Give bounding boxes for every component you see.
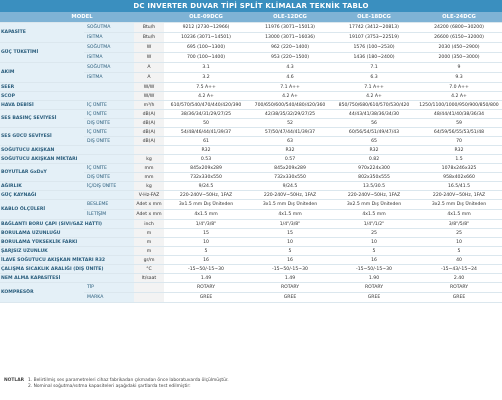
cell-value: GREE [332, 293, 416, 303]
cell-value: GREE [248, 293, 332, 303]
row-unit: mm [134, 164, 164, 173]
cell-value: ROTARY [416, 283, 502, 293]
cell-value: GREE [416, 293, 502, 303]
row-unit: gr/m [134, 256, 164, 265]
table-row [0, 265, 502, 274]
cell-value: 42/38/35/32/29/27/25 [248, 110, 332, 119]
cell-value: 6.3 [332, 73, 416, 83]
cell-value: 845x209x289 [164, 164, 248, 173]
cell-value: 220-240V~50Hz, 1FAZ [164, 191, 248, 200]
cell-value: 61 [164, 137, 248, 146]
cell-value: 4.2 A+ [164, 92, 248, 101]
cell-value: 7.1 A++ [248, 83, 332, 92]
cell-value: 700 (100~1400) [164, 53, 248, 63]
cell-value: 10 [164, 238, 248, 247]
cell-value: 1436 (180~2400) [332, 53, 416, 63]
row-sublabel: SOĞUTMA [84, 23, 134, 33]
cell-value: -15~43/-15~24 [416, 265, 502, 274]
cell-value: 10236 (3071~14501) [164, 33, 248, 43]
cell-value: 1576 (100~2530) [332, 43, 416, 53]
cell-value: 3x2.5 mm Dış Üniteden [332, 200, 416, 210]
cell-value: 7.1 [332, 63, 416, 73]
cell-value: 3.2 [164, 73, 248, 83]
row-label: GÜÇ KAYNAĞI [0, 191, 134, 200]
row-label: SEER [0, 83, 134, 92]
cell-value: 4x1.5 mm [164, 210, 248, 220]
row-unit: V-Hz-FAZ [134, 191, 164, 200]
cell-value: 3.1 [164, 63, 248, 73]
cell-value: 59 [416, 119, 502, 128]
cell-value: 0.53 [164, 155, 248, 164]
row-label: İLAVE SOĞUTUCU AKIŞKAN MİKTARI R32 [0, 256, 134, 265]
cell-value: 1/4"/1/2" [332, 220, 416, 229]
cell-value: 64/59/56/55/53/51/48 [416, 128, 502, 137]
cell-value: 57/50/47/44/41/39/37 [248, 128, 332, 137]
row-label: ÇALIŞMA SICAKLIK ARALIĞI (DIŞ ÜNİTE) [0, 265, 134, 274]
row-label: KOMPRESÖR [0, 283, 84, 303]
row-sublabel: İÇ/DIŞ ÜNİTE [84, 182, 134, 191]
header-row [0, 12, 502, 23]
row-unit: dB(A) [134, 110, 164, 119]
cell-value: 732x330x550 [164, 173, 248, 182]
table-row [0, 101, 502, 110]
row-label: SCOP [0, 92, 134, 101]
cell-value: 802x350x555 [332, 173, 416, 182]
cell-value: 845x209x289 [248, 164, 332, 173]
row-sublabel: SOĞUTMA [84, 43, 134, 53]
cell-value: 11976 (3071~15013) [248, 23, 332, 33]
cell-value: 25 [416, 229, 502, 238]
row-unit: Btu/h [134, 23, 164, 33]
cell-value: 15 [248, 229, 332, 238]
table-row [0, 191, 502, 200]
cell-value: 2000 (350~3000) [416, 53, 502, 63]
cell-value: R32 [416, 146, 502, 155]
table-row [0, 83, 502, 92]
cell-value: 220-240V~50Hz, 1FAZ [248, 191, 332, 200]
row-sublabel: SOĞUTMA [84, 63, 134, 73]
cell-value: 7.0 A++ [416, 83, 502, 92]
cell-value: 970x224x300 [332, 164, 416, 173]
row-unit [134, 293, 164, 303]
row-unit: inch [134, 220, 164, 229]
row-sublabel: ISITMA [84, 33, 134, 43]
cell-value: 4.2 A+ [332, 92, 416, 101]
cell-value: 7.1 A++ [332, 83, 416, 92]
cell-value: 3x2.5 mm Dış Üniteden [416, 200, 502, 210]
row-label: AKIM [0, 63, 84, 83]
cell-value: 44/43/41/38/36/34/30 [332, 110, 416, 119]
cell-value: 40 [416, 256, 502, 265]
cell-value: 16.5/41.5 [416, 182, 502, 191]
table-row [0, 238, 502, 247]
cell-value: 5 [248, 247, 332, 256]
row-unit: W [134, 43, 164, 53]
cell-value: 9/24.5 [248, 182, 332, 191]
header-model-2: OLE-12DCG [248, 12, 332, 23]
cell-value: 25 [332, 229, 416, 238]
table-row [0, 283, 502, 293]
row-unit: dB(A) [134, 128, 164, 137]
table-row [0, 164, 502, 173]
table-row [0, 274, 502, 283]
row-unit: lt/saat [134, 274, 164, 283]
cell-value: 610/570/540/470/440/420/390 [164, 101, 248, 110]
cell-value: 962 (220~1400) [248, 43, 332, 53]
notes [4, 378, 229, 390]
cell-value: 5 [164, 247, 248, 256]
cell-value: 2.40 [416, 274, 502, 283]
cell-value: 1/4"/3/8" [164, 220, 248, 229]
table-row [0, 247, 502, 256]
cell-value: 26600 (6150~32000) [416, 33, 502, 43]
row-unit: m [134, 238, 164, 247]
cell-value: 63 [248, 137, 332, 146]
cell-value: ROTARY [164, 283, 248, 293]
row-unit: m [134, 229, 164, 238]
cell-value: 50 [164, 119, 248, 128]
cell-value: 4.2 A+ [248, 92, 332, 101]
table-row [0, 43, 502, 53]
row-unit: m [134, 247, 164, 256]
cell-value: -15~50/-15~30 [332, 265, 416, 274]
header-model-4: OLE-24DCG [416, 12, 502, 23]
cell-value: 7.5 A++ [164, 83, 248, 92]
cell-value: 38/36/34/31/29/27/25 [164, 110, 248, 119]
cell-value: 4x1.5 mm [248, 210, 332, 220]
row-unit: W/W [134, 83, 164, 92]
cell-value: 5 [332, 247, 416, 256]
note-1-text: 1. Belirtilmiş ses parametreleri cihaz fabrikadan çıkmadan önce laboratuvarda ölçülmüştür. [27, 378, 229, 383]
cell-value: 4.3 [248, 63, 332, 73]
row-unit: Adet x mm [134, 210, 164, 220]
row-unit: W [134, 53, 164, 63]
cell-value: 15 [164, 229, 248, 238]
cell-value: 60/56/54/51/49/47/43 [332, 128, 416, 137]
row-unit: °C [134, 265, 164, 274]
row-label: BORULAMA YÜKSEKLİK FARKI [0, 238, 134, 247]
header-model-3: OLE-18DCG [332, 12, 416, 23]
cell-value: 695 (100~1300) [164, 43, 248, 53]
cell-value: 9.3 [416, 73, 502, 83]
cell-value: 10 [332, 238, 416, 247]
row-sublabel: BESLEME [84, 200, 134, 210]
cell-value: 4.6 [248, 73, 332, 83]
cell-value: 1.5 [416, 155, 502, 164]
row-label: BORULAMA UZUNLUĞU [0, 229, 134, 238]
row-unit: dB(A) [134, 119, 164, 128]
cell-value: 9 [416, 63, 502, 73]
cell-value: 13.5/30.5 [332, 182, 416, 191]
cell-value: 220-240V~50Hz, 1FAZ [416, 191, 502, 200]
row-unit: mm [134, 173, 164, 182]
table-row [0, 23, 502, 33]
row-label: BOYUTLAR GxDxY [0, 164, 84, 182]
cell-value: 16 [332, 256, 416, 265]
cell-value: R32 [248, 146, 332, 155]
row-unit: kg [134, 182, 164, 191]
row-label: ŞARJSIZ UZUNLUK [0, 247, 134, 256]
row-unit: kg [134, 155, 164, 164]
cell-value: 958x402x660 [416, 173, 502, 182]
cell-value: 1.49 [248, 274, 332, 283]
row-label: HAVA DEBİSİ [0, 101, 84, 110]
spec-table [0, 12, 502, 303]
cell-value: 220-240V~50Hz, 1FAZ [332, 191, 416, 200]
cell-value: 54/48/46/44/41/39/37 [164, 128, 248, 137]
table-row [0, 110, 502, 119]
row-sublabel: İÇ ÜNİTE [84, 164, 134, 173]
cell-value: 5 [416, 247, 502, 256]
cell-value: GREE [164, 293, 248, 303]
table-row [0, 63, 502, 73]
table-row [0, 92, 502, 101]
cell-value: 0.82 [332, 155, 416, 164]
table-title: DC INVERTER DUVAR TİPİ SPLİT KLİMALAR TEKNİK TABLO [0, 0, 502, 12]
table-row [0, 182, 502, 191]
cell-value: 0.57 [248, 155, 332, 164]
cell-value: ROTARY [332, 283, 416, 293]
row-sublabel: İÇ ÜNİTE [84, 110, 134, 119]
row-unit: dB(A) [134, 137, 164, 146]
cell-value: 700/650/600/540/480/420/360 [248, 101, 332, 110]
cell-value: 953 (220~1500) [248, 53, 332, 63]
row-sublabel: DIŞ ÜNİTE [84, 173, 134, 182]
header-model: MODEL [0, 12, 164, 23]
row-label: KAPASİTE [0, 23, 84, 43]
cell-value: 1250/1100/1000/950/900/850/800 [416, 101, 502, 110]
row-sublabel: ISITMA [84, 53, 134, 63]
cell-value: 65 [332, 137, 416, 146]
cell-value: 10 [248, 238, 332, 247]
cell-value: 2030 (450~2900) [416, 43, 502, 53]
cell-value: 10 [416, 238, 502, 247]
cell-value: 17742 (3412~20813) [332, 23, 416, 33]
row-sublabel: ISITMA [84, 73, 134, 83]
row-unit [134, 146, 164, 155]
header-model-1: OLE-09DCG [164, 12, 248, 23]
cell-value: 56 [332, 119, 416, 128]
cell-value: 9212 (2730~12966) [164, 23, 248, 33]
row-label: AĞIRLIK [0, 182, 84, 191]
cell-value: 16 [248, 256, 332, 265]
cell-value: 19107 (3753~22519) [332, 33, 416, 43]
cell-value: 24200 (6800~30200) [416, 23, 502, 33]
cell-value: 3x1.5 mm Dış Üniteden [164, 200, 248, 210]
row-sublabel: İÇ ÜNİTE [84, 101, 134, 110]
cell-value: 1078x246x325 [416, 164, 502, 173]
table-row [0, 220, 502, 229]
table-row [0, 146, 502, 155]
table-row [0, 128, 502, 137]
row-label: SES BASINÇ SEVİYESİ [0, 110, 84, 128]
cell-value: 4.2 A+ [416, 92, 502, 101]
cell-value: 4x1.5 mm [416, 210, 502, 220]
row-label: SES GÜCÜ SEVİYESİ [0, 128, 84, 146]
row-unit: W/W [134, 92, 164, 101]
row-label: KABLO ÖLÇÜLERİ [0, 200, 84, 220]
row-label: BAĞLANTI BORU ÇAPI (SIVI/GAZ HATTI) [0, 220, 134, 229]
cell-value: 13000 (3071~16036) [248, 33, 332, 43]
note-2-text: 2. Nominal soğutma/ısıtma kapasiteleri aşağıdaki şartlarda test edilmiştir: [28, 384, 191, 389]
cell-value: 52 [248, 119, 332, 128]
row-sublabel: İLETİŞİM [84, 210, 134, 220]
cell-value: 1.90 [332, 274, 416, 283]
cell-value: 16 [164, 256, 248, 265]
note-2 [4, 384, 229, 390]
row-unit: m³/h [134, 101, 164, 110]
row-unit: A [134, 73, 164, 83]
cell-value: 3/8"/5/8" [416, 220, 502, 229]
cell-value: 732x330x550 [248, 173, 332, 182]
row-sublabel: DIŞ ÜNİTE [84, 119, 134, 128]
row-unit: Adet x mm [134, 200, 164, 210]
cell-value: 4x1.5 mm [332, 210, 416, 220]
table-row [0, 200, 502, 210]
row-unit: A [134, 63, 164, 73]
row-label: NEM ALMA KAPASİTESİ [0, 274, 134, 283]
cell-value: R32 [332, 146, 416, 155]
row-unit: Btu/h [134, 33, 164, 43]
cell-value: ROTARY [248, 283, 332, 293]
cell-value: 9/24.5 [164, 182, 248, 191]
table-row [0, 229, 502, 238]
cell-value: -15~50/-15~30 [164, 265, 248, 274]
cell-value: 1.49 [164, 274, 248, 283]
row-sublabel: DIŞ ÜNİTE [84, 137, 134, 146]
row-label: SOĞUTUCU AKIŞKAN MİKTARI [0, 155, 134, 164]
row-label: SOĞUTUCU AKIŞKAN [0, 146, 134, 155]
table-row [0, 155, 502, 164]
cell-value: 3x1.5 mm Dış Üniteden [248, 200, 332, 210]
row-label: GÜÇ TÜKETİMİ [0, 43, 84, 63]
cell-value: 70 [416, 137, 502, 146]
row-sublabel: İÇ ÜNİTE [84, 128, 134, 137]
cell-value: 1/4"/3/8" [248, 220, 332, 229]
notes-label: NOTLAR [4, 378, 24, 383]
cell-value: -15~50/-15~30 [248, 265, 332, 274]
row-unit [134, 283, 164, 293]
row-sublabel: TİP [84, 283, 134, 293]
table-row [0, 256, 502, 265]
cell-value: R32 [164, 146, 248, 155]
cell-value: 48/44/41/40/38/36/34 [416, 110, 502, 119]
row-sublabel: MARKA [84, 293, 134, 303]
cell-value: 850/750/680/610/570/530/420 [332, 101, 416, 110]
